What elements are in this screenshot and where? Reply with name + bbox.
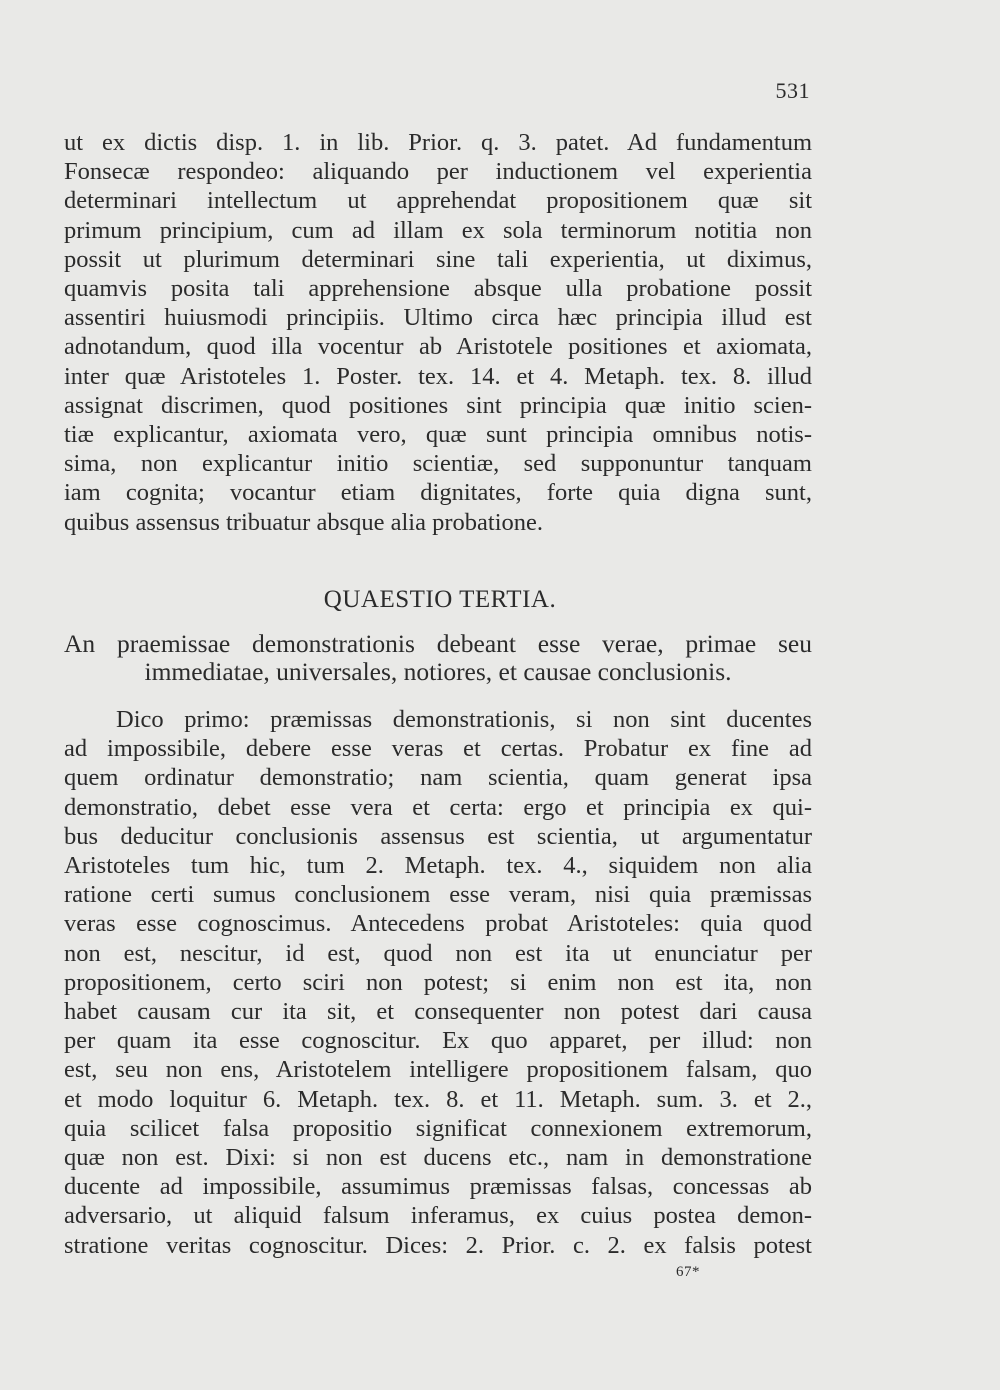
signature-mark: 67*: [676, 1264, 700, 1280]
text-line: iam cognita; vocantur etiam dignitates, forte quia digna sunt,: [64, 479, 812, 507]
paragraph-1: [64, 128, 812, 537]
text-line: ad impossibile, debere esse veras et certas. Probatur ex fine ad: [64, 735, 812, 763]
text-line: assentiri huiusmodi principiis. Ultimo circa hæc principia illud est: [64, 304, 812, 332]
text-line: Aristoteles tum hic, tum 2. Metaph. tex. 4., siquidem non alia: [64, 852, 812, 880]
text-line: primum principium, cum ad illam ex sola terminorum notitia non: [64, 216, 812, 244]
text-line: bus deducitur conclusionis assensus est scientia, ut argumentatur: [64, 822, 812, 850]
text-line: tiæ explicantur, axiomata vero, quæ sunt principia omnibus notis-: [64, 421, 812, 449]
paragraph-2: [64, 705, 812, 1260]
text-line: possit ut plurimum determinari sine tali experientia, ut diximus,: [64, 245, 812, 273]
text-line: determinari intellectum ut apprehendat propositionem quæ sit: [64, 187, 812, 215]
section-heading: QUAESTIO TERTIA.: [323, 586, 557, 613]
text-line: et modo loquitur 6. Metaph. tex. 8. et 11. Metaph. sum. 3. et 2.,: [64, 1085, 812, 1113]
text-line: demonstratio, debet esse vera et certa: ergo et principia ex qui-: [64, 793, 812, 821]
text-line: sima, non explicantur initio scientiæ, sed supponuntur tanquam: [64, 450, 812, 478]
text-line: ratione certi sumus conclusionem esse veram, nisi quia præmissas: [64, 881, 812, 909]
text-line: habet causam cur ita sit, et consequenter non potest dari causa: [64, 998, 812, 1026]
text-line: adversario, ut aliquid falsum inferamus, ex cuius postea demon-: [64, 1202, 812, 1230]
text-line: quia scilicet falsa propositio significat connexionem extremorum,: [64, 1114, 812, 1142]
text-line: adnotandum, quod illa vocentur ab Aristotele positiones et axiomata,: [64, 333, 812, 361]
text-line: quibus assensus tribuatur absque alia probatione.: [64, 508, 544, 536]
text-line: est, seu non ens, Aristotelem intelligere propositionem falsam, quo: [64, 1056, 812, 1084]
text-line: non est, nescitur, id est, quod non est ita ut enunciatur per: [64, 939, 812, 967]
section-subtitle: [64, 630, 812, 686]
text-line: Fonsecæ respondeo: aliquando per inductionem vel experientia: [64, 158, 812, 186]
text-line: veras esse cognoscimus. Antecedens probat Aristoteles: quia quod: [64, 910, 812, 938]
text-line: quem ordinatur demonstratio; nam scientia, quam generat ipsa: [64, 764, 812, 792]
text-line: stratione veritas cognoscitur. Dices: 2. Prior. c. 2. ex falsis potest: [64, 1231, 812, 1259]
subtitle-line: immediatae, universales, notiores, et causae conclusionis.: [144, 657, 732, 686]
text-line: assignat discrimen, quod positiones sint principia quæ initio scien-: [64, 391, 812, 419]
text-line: inter quæ Aristoteles 1. Poster. tex. 14. et 4. Metaph. tex. 8. illud: [64, 362, 812, 390]
text-line: propositionem, certo sciri non potest; si enim non est ita, non: [64, 968, 812, 996]
page-number: 531: [775, 78, 810, 103]
text-line: Dico primo: præmissas demonstrationis, si non sint ducentes: [116, 706, 812, 733]
text-line: per quam ita esse cognoscitur. Ex quo apparet, per illud: non: [64, 1027, 812, 1055]
text-line: ducente ad impossibile, assumimus præmissas falsas, concessas ab: [64, 1173, 812, 1201]
text-line: quamvis posita tali apprehensione absque ulla probatione possit: [64, 275, 812, 303]
text-line: quæ non est. Dixi: si non est ducens etc., nam in demonstratione: [64, 1144, 812, 1172]
subtitle-line: An praemissae demonstrationis debeant esse verae, primae seu: [64, 629, 812, 658]
text-line: ut ex dictis disp. 1. in lib. Prior. q. 3. patet. Ad fundamentum: [64, 129, 812, 156]
